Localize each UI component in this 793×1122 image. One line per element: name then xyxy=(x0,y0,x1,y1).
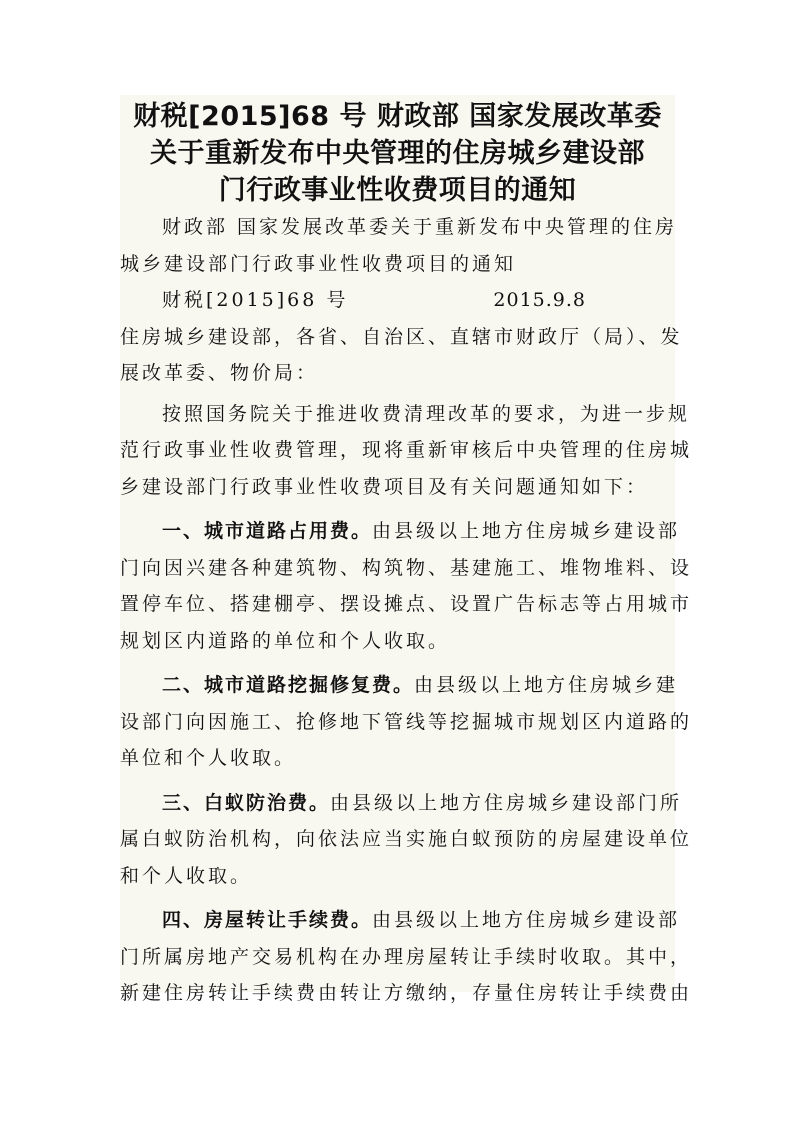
text-line: 展改革委、物价局： xyxy=(120,362,319,384)
section-first-line xyxy=(120,902,681,939)
title-line: 门行政事业性收费项目的通知 xyxy=(218,175,577,206)
text-line: 规划区内道路的单位和个人收取。 xyxy=(120,629,451,652)
section-heading: 四、房屋转让手续费。 xyxy=(162,909,373,931)
section-heading: 一、城市道路占用费。 xyxy=(162,520,373,542)
text-line: 城乡建设部门行政事业性收费项目的通知 xyxy=(120,252,517,275)
section-road-excavation-fee xyxy=(120,667,693,777)
title-line: 财税[2015]68 号 财政部 国家发展改革委 xyxy=(133,101,662,132)
text-line: 属白蚁防治机构，向依法应当实施白蚁预防的房屋建设单位 xyxy=(120,828,693,850)
text-line: 新建住房转让手续费由转让方缴纳，存量住房转让手续费由 xyxy=(120,982,693,1004)
section-heading: 三、白蚁防治费。 xyxy=(162,791,331,814)
text-run: 由县级以上地方住房城乡建设部 xyxy=(372,909,681,931)
text-line: 财政部 国家发展改革委关于重新发布中央管理的住房 xyxy=(162,216,678,238)
title-line: 关于重新发布中央管理的住房城乡建设部 xyxy=(150,138,645,169)
document-page xyxy=(120,95,693,1004)
section-first-line xyxy=(120,785,683,822)
intro-paragraph xyxy=(120,396,693,506)
text-line: 范行政事业性收费管理，现将重新审核后中央管理的住房城 xyxy=(120,439,693,461)
section-first-line xyxy=(120,667,679,704)
text-line: 乡建设部门行政事业性收费项目及有关问题通知如下： xyxy=(120,475,649,498)
text-run: 由县级以上地方住房城乡建设部门所 xyxy=(330,791,683,814)
section-heading: 二、城市道路挖掘修复费。 xyxy=(162,674,415,696)
section-termite-control-fee xyxy=(120,785,693,895)
text-line: 置停车位、搭建棚亭、摆设摊点、设置广告标志等占用城市 xyxy=(120,593,693,615)
text-line: 住房城乡建设部，各省、自治区、直辖市财政厅（局）、发 xyxy=(120,325,683,348)
text-run: 由县级以上地方住房城乡建设部 xyxy=(372,520,681,542)
text-line: 按照国务院关于推进收费清理改革的要求，为进一步规 xyxy=(162,402,691,425)
text-line: 单位和个人收取。 xyxy=(120,747,297,769)
section-first-line xyxy=(120,513,681,550)
text-run: 由县级以上地方住房城乡建 xyxy=(414,674,679,696)
text-line: 设部门向因施工、抢修地下管线等挖掘城市规划区内道路的 xyxy=(120,710,693,733)
document-number: 财税[2015]68 号 xyxy=(162,289,349,311)
section-road-occupation-fee xyxy=(120,513,693,659)
document-date: 2015.9.8 xyxy=(493,289,587,311)
text-line: 门所属房地产交易机构在办理房屋转让手续时收取。其中， xyxy=(120,945,693,968)
document-meta xyxy=(120,282,675,319)
addressee-paragraph xyxy=(120,319,683,392)
text-line: 门向因兴建各种建筑物、构筑物、基建施工、堆物堆料、设 xyxy=(120,556,693,579)
document-title xyxy=(120,95,675,209)
section-transfer-fee xyxy=(120,902,693,1012)
subtitle-paragraph xyxy=(120,209,678,282)
text-line: 和个人收取。 xyxy=(120,864,253,887)
